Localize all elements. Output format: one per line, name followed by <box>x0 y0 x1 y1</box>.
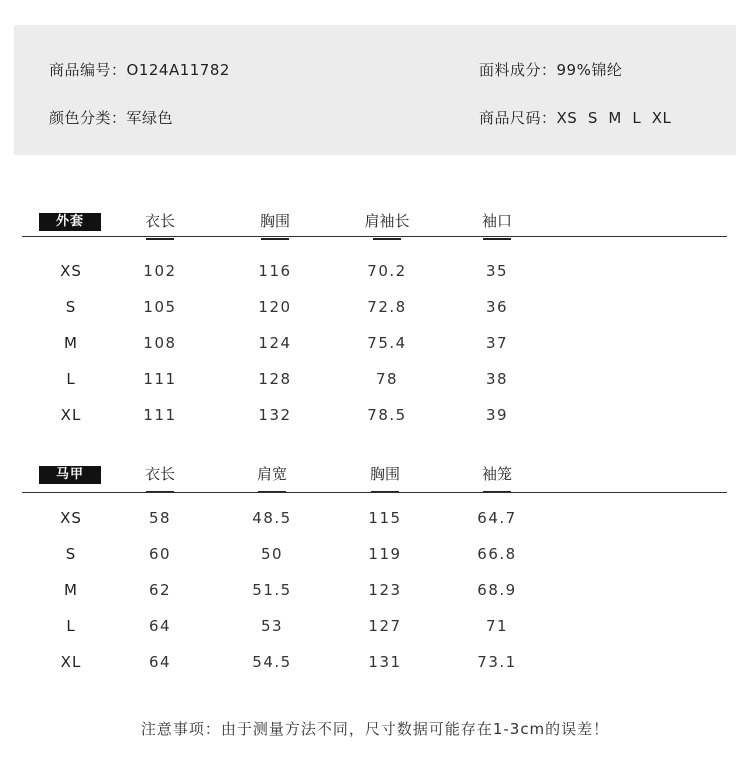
jacket-header-cuff: 袖口 <box>437 211 557 231</box>
value-cell: 115 <box>368 509 402 527</box>
value-cell: 111 <box>143 370 177 388</box>
size-cell: XL <box>60 406 82 424</box>
vest-tag: 马甲 <box>39 466 101 484</box>
product-sizes <box>479 107 671 128</box>
size-cell: L <box>66 370 76 388</box>
vest-header-length: 衣长 <box>100 464 220 484</box>
table-row <box>22 572 727 608</box>
product-color-label: 颜色分类： <box>49 109 127 127</box>
product-code-label: 商品编号： <box>49 61 127 79</box>
value-cell: 68.9 <box>477 581 517 599</box>
value-cell: 36 <box>485 298 509 316</box>
table-row <box>22 500 727 536</box>
size-cell: XL <box>60 653 82 671</box>
value-cell: 58 <box>148 509 172 527</box>
table-row <box>22 361 727 397</box>
product-sizes-value: XS S M L XL <box>556 109 672 127</box>
value-cell: 123 <box>368 581 402 599</box>
table-row <box>22 289 727 325</box>
size-cell: XS <box>60 509 82 527</box>
value-cell: 131 <box>368 653 402 671</box>
product-fabric-label: 面料成分： <box>479 61 557 79</box>
value-cell: 78.5 <box>367 406 407 424</box>
value-cell: 64 <box>148 617 172 635</box>
product-fabric-value: 99%锦纶 <box>556 61 623 79</box>
value-cell: 38 <box>485 370 509 388</box>
jacket-header-chest: 胸围 <box>215 211 335 231</box>
value-cell: 124 <box>258 334 292 352</box>
value-cell: 75.4 <box>367 334 407 352</box>
value-cell: 35 <box>485 262 509 280</box>
value-cell: 119 <box>368 545 402 563</box>
value-cell: 39 <box>485 406 509 424</box>
product-color-value: 军绿色 <box>126 109 174 127</box>
product-fabric <box>479 59 622 80</box>
value-cell: 66.8 <box>477 545 517 563</box>
table-row <box>22 253 727 289</box>
value-cell: 64 <box>148 653 172 671</box>
jacket-tag: 外套 <box>39 213 101 231</box>
value-cell: 108 <box>143 334 177 352</box>
vest-table-body <box>22 500 727 680</box>
vest-size-table <box>22 464 727 674</box>
value-cell: 72.8 <box>367 298 407 316</box>
product-code-value: O124A11782 <box>126 61 230 79</box>
value-cell: 62 <box>148 581 172 599</box>
value-cell: 111 <box>143 406 177 424</box>
jacket-header-shoulder-sleeve: 肩袖长 <box>327 211 447 231</box>
table-row <box>22 397 727 433</box>
value-cell: 71 <box>485 617 509 635</box>
value-cell: 37 <box>485 334 509 352</box>
value-cell: 120 <box>258 298 292 316</box>
vest-header-armhole: 袖笼 <box>437 464 557 484</box>
jacket-size-table <box>22 211 727 424</box>
value-cell: 116 <box>258 262 292 280</box>
table-row <box>22 644 727 680</box>
value-cell: 64.7 <box>477 509 517 527</box>
table-row <box>22 325 727 361</box>
size-cell: S <box>65 545 77 563</box>
value-cell: 54.5 <box>252 653 292 671</box>
product-info-panel <box>14 25 736 155</box>
jacket-table-body <box>22 253 727 433</box>
value-cell: 105 <box>143 298 177 316</box>
value-cell: 132 <box>258 406 292 424</box>
value-cell: 50 <box>260 545 284 563</box>
value-cell: 78 <box>375 370 399 388</box>
size-cell: S <box>65 298 77 316</box>
value-cell: 128 <box>258 370 292 388</box>
size-cell: M <box>64 334 78 352</box>
value-cell: 48.5 <box>252 509 292 527</box>
size-cell: M <box>64 581 78 599</box>
size-cell: L <box>66 617 76 635</box>
value-cell: 70.2 <box>367 262 407 280</box>
product-code <box>49 59 230 80</box>
value-cell: 102 <box>143 262 177 280</box>
jacket-header-length: 衣长 <box>100 211 220 231</box>
table-row <box>22 608 727 644</box>
value-cell: 127 <box>368 617 402 635</box>
product-color <box>49 107 173 128</box>
vest-table-header <box>22 464 727 494</box>
value-cell: 53 <box>260 617 284 635</box>
jacket-header-divider <box>22 236 727 237</box>
size-cell: XS <box>60 262 82 280</box>
value-cell: 60 <box>148 545 172 563</box>
jacket-table-header <box>22 211 727 241</box>
vest-header-shoulder: 肩宽 <box>212 464 332 484</box>
vest-header-divider <box>22 492 727 493</box>
value-cell: 73.1 <box>477 653 517 671</box>
product-sizes-label: 商品尺码： <box>479 109 557 127</box>
vest-header-chest: 胸围 <box>325 464 445 484</box>
value-cell: 51.5 <box>252 581 292 599</box>
table-row <box>22 536 727 572</box>
measurement-note: 注意事项：由于测量方法不同，尺寸数据可能存在1-3cm的误差！ <box>140 720 610 738</box>
